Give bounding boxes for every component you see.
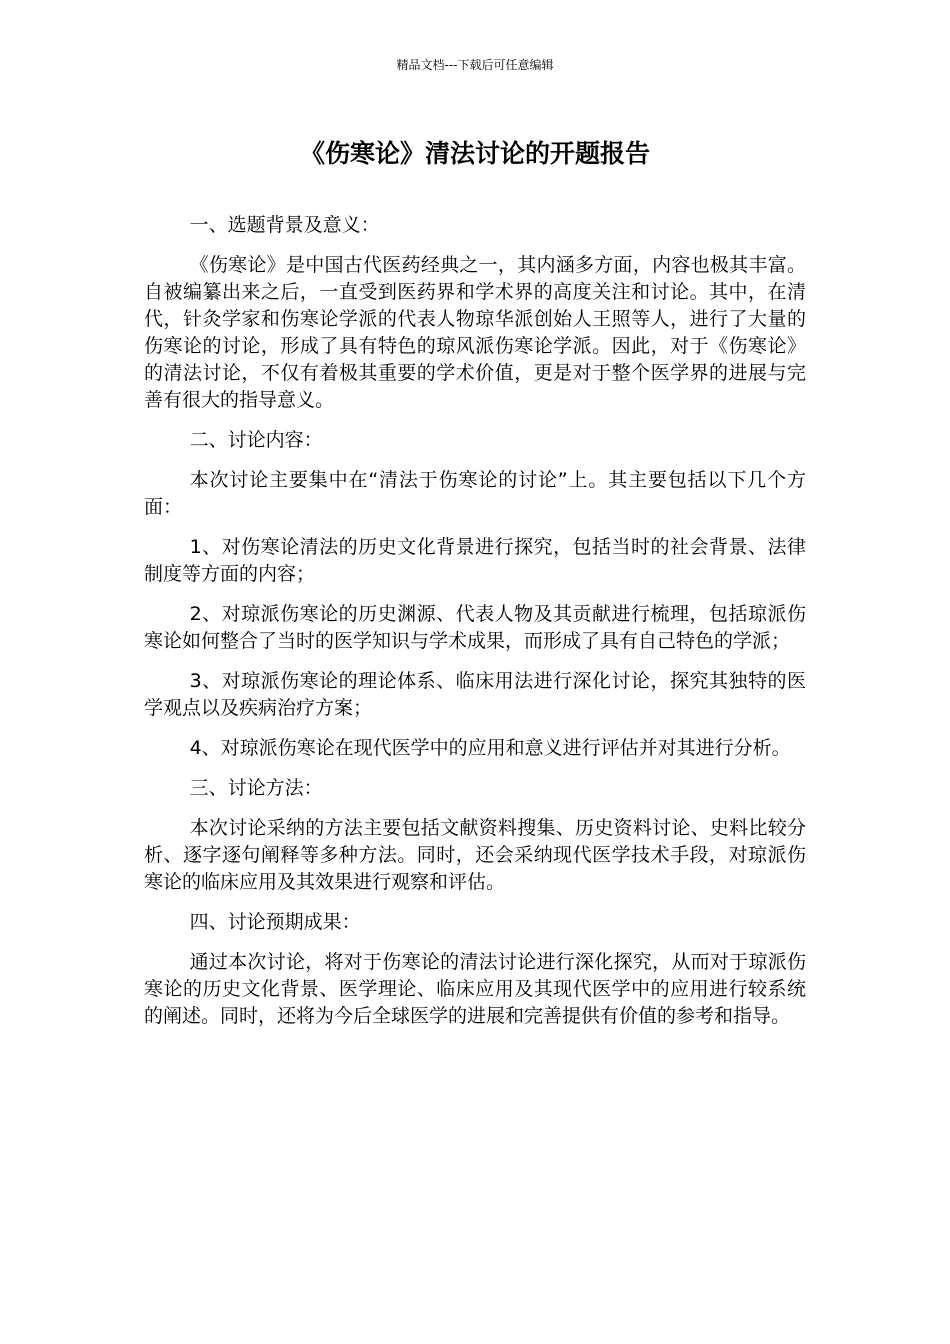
section-heading-content: 二、讨论内容： bbox=[189, 429, 323, 451]
header-note: 精品文档---下载后可任意编辑 bbox=[396, 58, 554, 72]
list-item-content-2: 2、对琼派伤寒论的历史渊源、代表人物及其贡献进行梳理，包括琼派伤寒论如何整合了当时的医学知识与学术成果，而形成了具有自己特色的学派； bbox=[144, 603, 806, 652]
section-heading-outcomes: 四、讨论预期成果： bbox=[189, 911, 361, 933]
paragraph-background: 《伤寒论》是中国古代医药经典之一，其内涵多方面，内容也极其丰富。自被编纂出来之后，一直受到医药界和学术界的高度关注和讨论。其中，在清代，针灸学家和伤寒论学派的代表人物琼华派创始人王照等人，进行了大量的伤寒论的讨论，形成了具有特色的琼风派伤寒论学派。因此，对于《伤寒论》的清法讨论，不仅有着极其重要的学术价值，更是对于整个医学界的进展与完善有很大的指导意义。 bbox=[144, 254, 806, 411]
paragraph-method: 本次讨论采纳的方法主要包括文献资料搜集、历史资料讨论、史料比较分析、逐字逐句阐释等多种方法。同时，还会采纳现代医学技术手段，对琼派伤寒论的临床应用及其效果进行观察和评估。 bbox=[144, 817, 806, 893]
document-body bbox=[144, 212, 806, 1043]
section-heading-background: 一、选题背景及意义： bbox=[189, 214, 380, 236]
document-title: 《伤寒论》清法讨论的开题报告 bbox=[299, 139, 650, 168]
paragraph-outcomes: 通过本次讨论，将对于伤寒论的清法讨论进行深化探究，从而对于琼派伤寒论的历史文化背景、医学理论、临床应用及其现代医学中的应用进行较系统的阐述。同时，还将为今后全球医学的进展和完善提供有价值的参考和指导。 bbox=[144, 951, 806, 1027]
paragraph-content-intro: 本次讨论主要集中在“清法于伤寒论的讨论”上。其主要包括以下几个方面： bbox=[144, 469, 806, 518]
list-item-content-4: 4、对琼派伤寒论在现代医学中的应用和意义进行评估并对其进行分析。 bbox=[189, 737, 791, 759]
list-item-content-3: 3、对琼派伤寒论的理论体系、临床用法进行深化讨论，探究其独特的医学观点以及疾病治疗方案； bbox=[144, 670, 806, 719]
list-item-content-1: 1、对伤寒论清法的历史文化背景进行探究，包括当时的社会背景、法律制度等方面的内容； bbox=[144, 536, 806, 585]
section-heading-method: 三、讨论方法： bbox=[189, 777, 323, 799]
